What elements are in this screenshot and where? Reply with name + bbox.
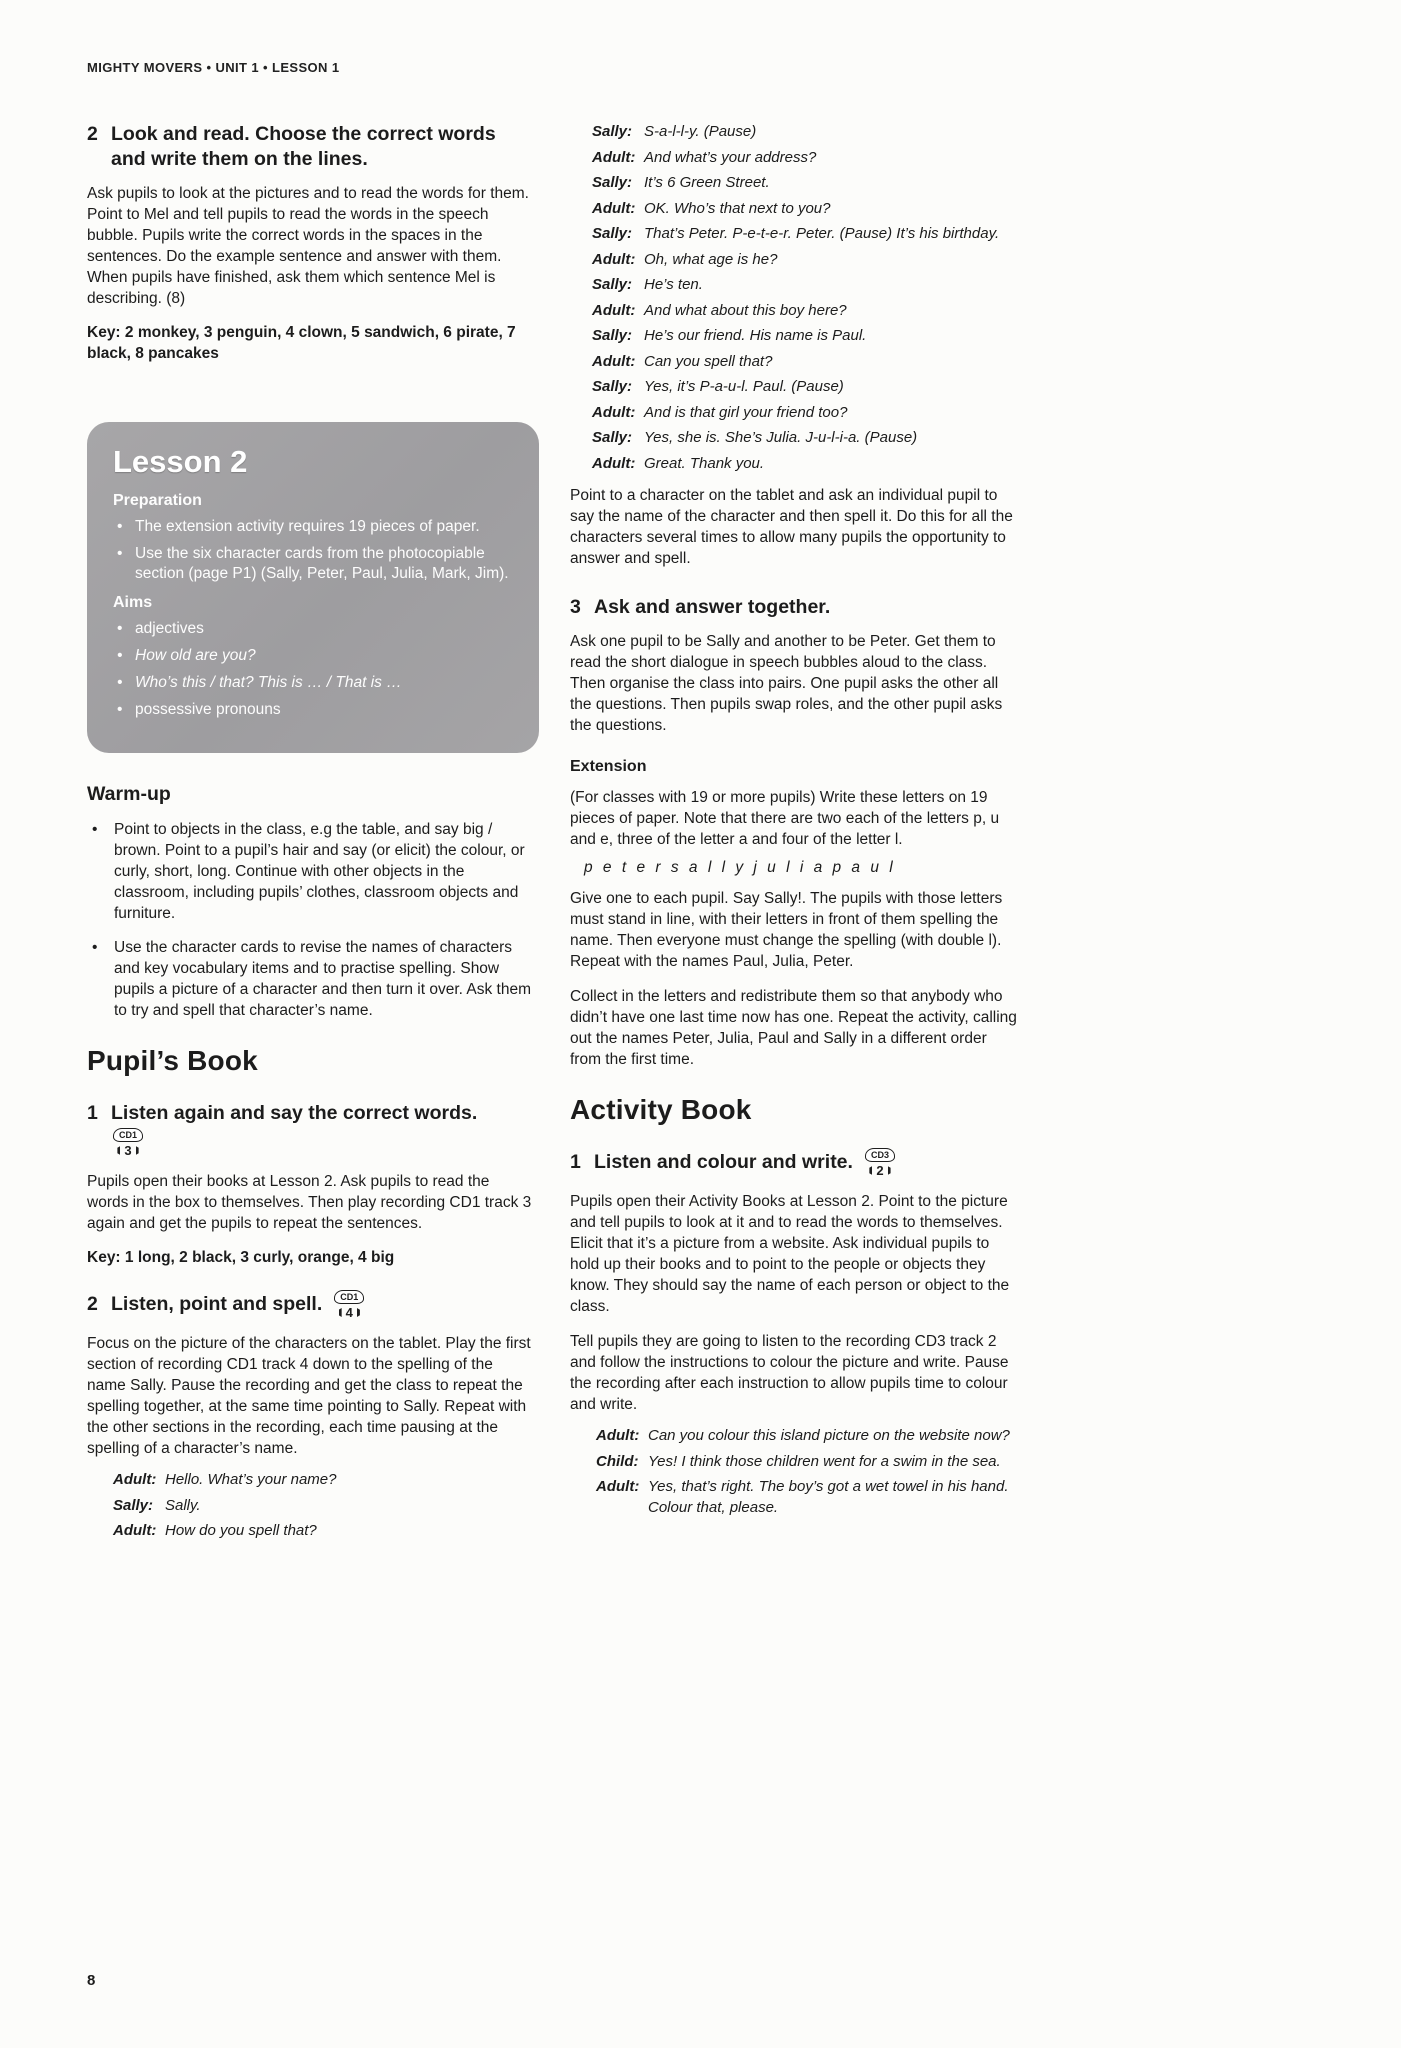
dialogue	[113, 1470, 535, 1542]
dialogue-speaker: Sally:	[592, 123, 633, 140]
bullet-icon: •	[117, 701, 123, 718]
dialogue	[596, 1426, 1018, 1518]
list-item	[113, 673, 513, 693]
dialogue-line	[592, 148, 1018, 169]
pb-activity-2-body: Focus on the picture of the characters on the tablet. Play the first section of recording CD1 track 4 down to the spelling of the name Sally. Pause the recording and get the class to repeat the spelling together, at the same time pointing to Sally. Repeat with the other sections in the recording, each time pausing at the spelling of a character’s name.	[87, 1335, 531, 1457]
activity-book-heading: Activity Book	[570, 1094, 752, 1125]
bullet-icon: •	[117, 647, 123, 664]
section-title: Ask and answer together.	[594, 596, 831, 618]
list-item	[113, 646, 513, 666]
dialogue-text: That’s Peter. P-e-t-e-r. Peter. (Pause) It’s his birthday.	[644, 225, 1000, 242]
activity-title: Listen again and say the correct words.	[111, 1102, 478, 1124]
after-dialogue-paragraph: Point to a character on the tablet and ask an individual pupil to say the name of the character and then spell it. Do this for all the characters several times to allow many pupils the opportunity to answer and spell.	[570, 487, 1013, 567]
cd-disc-label: CD3	[865, 1148, 895, 1162]
dialogue-text: And what about this boy here?	[644, 301, 847, 319]
preparation-label: Preparation	[113, 492, 202, 509]
dialogue-speaker: Sally:	[592, 225, 633, 242]
pb-activity-1-body: Pupils open their books at Lesson 2. Ask pupils to read the words in the box to themselves. Then play recording CD1 track 3 again and get the pupils to repeat the sentences.	[87, 1173, 532, 1232]
dialogue-text: Yes! I think those children went for a swim in the sea.	[648, 1452, 1001, 1470]
cd-track-number: 4	[339, 1305, 360, 1320]
list-item	[113, 544, 513, 584]
dialogue-text: Sally.	[165, 1496, 201, 1514]
warmup-list	[87, 819, 535, 1021]
list-item	[113, 700, 513, 720]
dialogue-speaker: Adult:	[592, 454, 636, 472]
dialogue-text: Can you colour this island picture on the website now?	[648, 1427, 1010, 1444]
dialogue-speaker: Sally:	[592, 276, 633, 293]
dialogue-line	[592, 454, 1018, 475]
section-title: Look and read. Choose the correct words and write them on the lines.	[111, 123, 496, 170]
page-number: 8	[87, 1972, 96, 1989]
aims-list	[113, 619, 513, 720]
dialogue-text: It’s 6 Green Street.	[644, 174, 770, 191]
dialogue-speaker: Adult:	[596, 1478, 640, 1495]
dialogue-speaker: Child:	[596, 1452, 639, 1470]
dialogue-text: OK. Who’s that next to you?	[644, 199, 831, 217]
list-item	[113, 619, 513, 639]
dialogue-line	[596, 1452, 1018, 1473]
running-head: MIGHTY MOVERS • UNIT 1 • LESSON 1	[87, 60, 340, 75]
right-column	[570, 122, 1018, 1523]
dialogue-speaker: Adult:	[113, 1522, 157, 1539]
list-item-text: adjectives	[135, 620, 204, 637]
pb-activity-1-key: Key: 1 long, 2 black, 3 curly, orange, 4 big	[87, 1249, 395, 1266]
dialogue-text: Yes, it’s P-a-u-l. Paul. (Pause)	[644, 378, 844, 395]
cd-track-icon	[113, 1128, 143, 1158]
activity-title: Listen, point and spell.	[111, 1293, 323, 1315]
list-item	[87, 819, 535, 924]
pb-activity-2-heading	[87, 1292, 535, 1322]
list-item	[87, 937, 535, 1021]
dialogue-text: He’s ten.	[644, 276, 703, 293]
dialogue-text: Hello. What’s your name?	[165, 1471, 337, 1488]
section-3-body: Ask one pupil to be Sally and another to be Peter. Get them to read the short dialogue in speech bubbles aloud to the class. Then organise the class into pairs. One pupil asks the other all the questions. Then pupils swap roles, and the other pupil asks the questions.	[570, 633, 1003, 734]
warmup-heading: Warm-up	[87, 783, 171, 805]
pupils-book-heading: Pupil’s Book	[87, 1045, 258, 1076]
activity-number: 2	[87, 1293, 98, 1315]
section-2-heading	[87, 122, 535, 172]
list-item-text: possessive pronouns	[135, 701, 281, 718]
bullet-icon: •	[117, 545, 123, 562]
dialogue-line	[592, 377, 1018, 398]
dialogue-line	[113, 1470, 535, 1491]
pb-activity-1-heading	[87, 1101, 535, 1126]
dialogue-speaker: Sally:	[113, 1496, 154, 1514]
dialogue-speaker: Adult:	[113, 1471, 157, 1488]
activity-number: 1	[87, 1102, 98, 1124]
cd-track-number: 3	[117, 1143, 138, 1158]
dialogue-line	[592, 275, 1018, 296]
dialogue-speaker: Sally:	[592, 429, 633, 446]
dialogue-speaker: Adult:	[592, 301, 636, 319]
list-item-text: The extension activity requires 19 pieces of paper.	[135, 518, 480, 535]
activity-number: 1	[570, 1151, 581, 1173]
cd-track-icon	[865, 1148, 895, 1178]
bullet-icon: •	[117, 518, 123, 535]
lesson-2-box	[87, 422, 539, 753]
dialogue-speaker: Adult:	[592, 199, 636, 217]
dialogue-line	[596, 1426, 1018, 1447]
bullet-icon: •	[92, 821, 98, 838]
dialogue-text: Oh, what age is he?	[644, 250, 778, 268]
section-2-key: Key: 2 monkey, 3 penguin, 4 clown, 5 sandwich, 6 pirate, 7 black, 8 pancakes	[87, 324, 516, 362]
dialogue-speaker: Sally:	[592, 174, 633, 191]
dialogue-line	[592, 301, 1018, 322]
dialogue-text: Great. Thank you.	[644, 454, 765, 472]
cd-track-number: 2	[869, 1163, 890, 1178]
cd-disc-label: CD1	[334, 1290, 364, 1304]
dialogue-line	[113, 1496, 535, 1517]
lesson-box-title: Lesson 2	[113, 444, 248, 479]
dialogue-text: S-a-l-l-y. (Pause)	[644, 123, 757, 140]
section-number: 3	[570, 596, 581, 618]
ab-activity-1-heading	[570, 1150, 1018, 1180]
dialogue-speaker: Adult:	[592, 250, 636, 268]
section-number: 2	[87, 123, 98, 145]
list-item-text: Who’s this / that? This is … / That is …	[135, 674, 402, 691]
dialogue-line	[113, 1521, 535, 1542]
dialogue-line	[592, 403, 1018, 424]
dialogue-line	[592, 173, 1018, 194]
dialogue-speaker: Sally:	[592, 378, 633, 395]
dialogue-text: And is that girl your friend too?	[644, 403, 848, 421]
extension-label: Extension	[570, 758, 647, 775]
dialogue-text: Yes, that’s right. The boy’s got a wet towel in his hand. Colour that, please.	[648, 1478, 1009, 1516]
bullet-icon: •	[92, 939, 98, 956]
activity-title: Listen and colour and write.	[594, 1151, 853, 1173]
cd-track-icon	[334, 1290, 364, 1320]
bullet-icon: •	[117, 620, 123, 637]
dialogue-line	[592, 199, 1018, 220]
dialogue-line	[592, 122, 1018, 143]
cd-disc-label: CD1	[113, 1128, 143, 1142]
dialogue-text: He’s our friend. His name is Paul.	[644, 327, 867, 344]
list-item-text: Use the character cards to revise the names of characters and key vocabulary items and to practise spelling. Show pupils a picture of a character and then turn it over. Ask them to try and spell that character’s name.	[114, 939, 532, 1019]
dialogue-text: How do you spell that?	[165, 1522, 317, 1539]
dialogue-line	[592, 428, 1018, 449]
dialogue-text: Yes, she is. She’s Julia. J-u-l-i-a. (Pause)	[644, 429, 918, 446]
dialogue-text: Can you spell that?	[644, 352, 773, 370]
list-item-text: Use the six character cards from the photocopiable section (page P1) (Sally, Peter, Paul, Julia, Mark, Jim).	[135, 545, 509, 582]
section-2-body: Ask pupils to look at the pictures and to read the words for them. Point to Mel and tell pupils to read the words in the speech bubble. Pupils write the correct words in the spaces in the sentences. Do the example sentence and answer with them. When pupils have finished, ask them which sentence Mel is describing. (8)	[87, 185, 529, 307]
extension-para-1: (For classes with 19 or more pupils) Write these letters on 19 pieces of paper. Note that there are two each of the letters p, u and e, three of the letter a and four of the letter l.	[570, 789, 1000, 848]
aims-label: Aims	[113, 594, 153, 611]
dialogue-line	[592, 250, 1018, 271]
ab-activity-1-para-2: Tell pupils they are going to listen to the recording CD3 track 2 and follow the instructions to colour the picture and write. Pause the recording after each instruction to allow pupils time to colour and write.	[570, 1333, 1009, 1413]
dialogue	[592, 122, 1018, 474]
preparation-list	[113, 517, 513, 584]
left-column	[87, 122, 535, 1547]
ab-activity-1-para-1: Pupils open their Activity Books at Lesson 2. Point to the picture and tell pupils to look at it and to read the words to themselves. Elicit that it’s a picture from a website. Ask individual pupils to hold up their books and to point to the people or objects they know. They should say the name of each person or object to the class.	[570, 1193, 1010, 1315]
extension-para-2: Give one to each pupil. Say Sally!. The pupils with those letters must stand in line, with their letters in front of them spelling the name. Then everyone must change the spelling (with double l). Repeat with the names Paul, Julia, Peter.	[570, 890, 1003, 970]
dialogue-speaker: Adult:	[596, 1427, 640, 1444]
extension-letters: p e t e r s a l l y j u l i a p a u l	[584, 859, 896, 876]
list-item	[113, 517, 513, 537]
list-item-text: How old are you?	[135, 647, 256, 664]
dialogue-speaker: Adult:	[592, 352, 636, 370]
dialogue-text: And what’s your address?	[644, 148, 817, 166]
extension-para-3: Collect in the letters and redistribute them so that anybody who didn’t have one last time now has one. Repeat the activity, calling out the names Peter, Julia, Paul and Sally in a different order from the first time.	[570, 988, 1017, 1068]
dialogue-speaker: Sally:	[592, 327, 633, 344]
list-item-text: Point to objects in the class, e.g the table, and say big / brown. Point to a pupil’s hair and say (or elicit) the colour, or curly, short, long. Continue with other objects in the classroom, including pupils’ clothes, classroom objects and furniture.	[114, 821, 525, 922]
section-3-heading	[570, 595, 1018, 620]
dialogue-line	[592, 352, 1018, 373]
bullet-icon: •	[117, 674, 123, 691]
dialogue-speaker: Adult:	[592, 148, 636, 166]
dialogue-line	[592, 326, 1018, 347]
dialogue-line	[596, 1477, 1018, 1518]
dialogue-speaker: Adult:	[592, 403, 636, 421]
dialogue-line	[592, 224, 1018, 245]
